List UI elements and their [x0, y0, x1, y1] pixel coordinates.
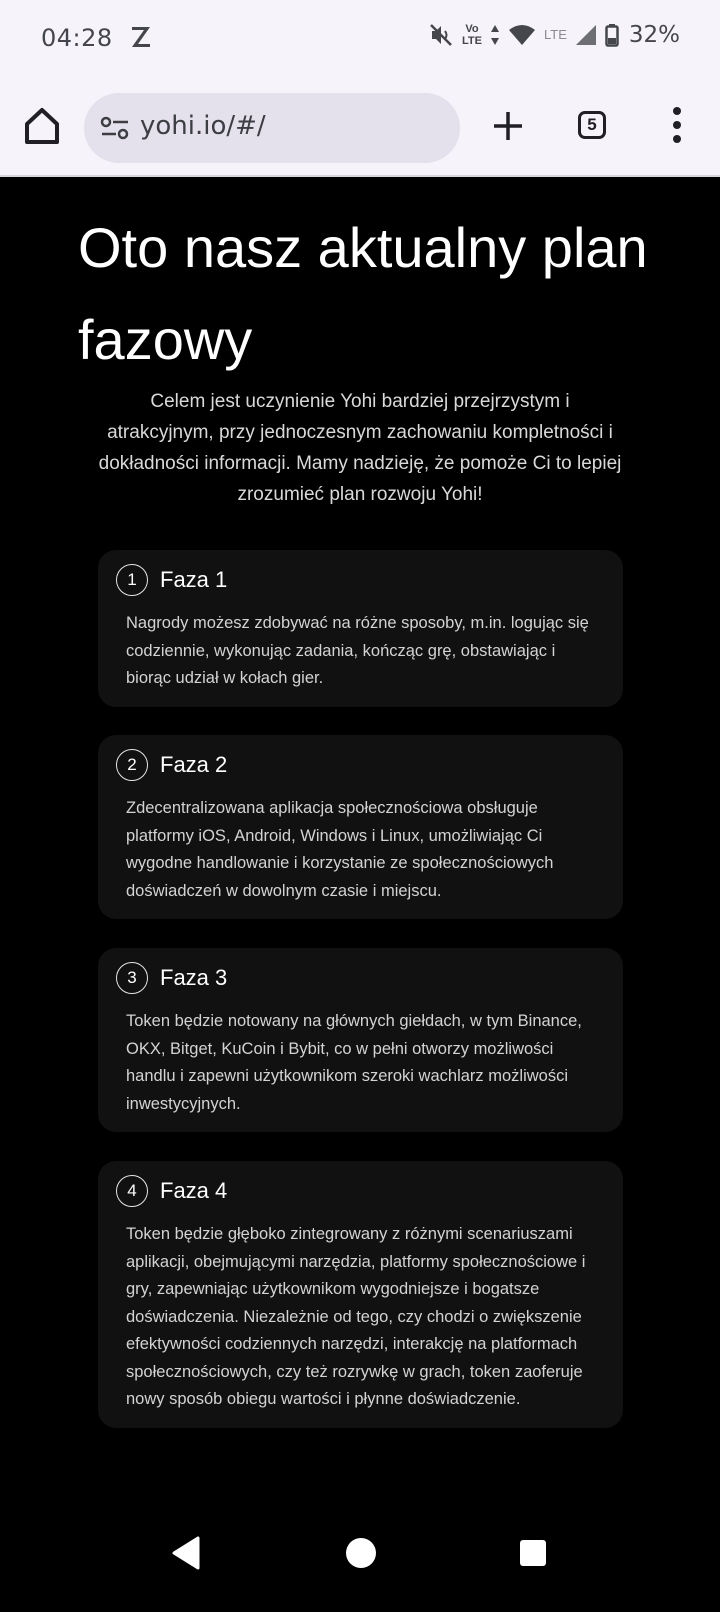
signal-icon — [575, 23, 597, 47]
phase-card-4 — [98, 1161, 623, 1428]
phase-description: Nagrody możesz zdobywać na różne sposoby, m.in. logując się codziennie, wykonując zadania, kończąc grę, obstawiając i biorąc udział w kołach gier. — [126, 614, 589, 687]
phase-card-1 — [98, 550, 623, 707]
url-text[interactable]: yohi.io/#/ — [140, 111, 266, 141]
mute-icon — [428, 22, 454, 48]
phase-description: Token będzie głęboko zintegrowany z różnymi scenariuszami aplikacji, obejmującymi narzędzia, platformy społecznościowe i gry, zapewniając użytkownikom wygodniejsze i bogatsze doświadczenia. Niezależnie od tego, czy chodzi o zwiększenie efektywności codziennych narzędzi, interakcję na platformach społecznościowych, czy też rozrywkę w grach, token zaoferuje nowy sposób obiegu wartości i płynne doświadczenie. — [126, 1225, 586, 1408]
back-icon[interactable] — [171, 1536, 201, 1570]
recents-icon[interactable] — [520, 1540, 546, 1566]
toolbar-divider — [0, 175, 720, 177]
tab-count: 5 — [587, 115, 597, 134]
volte-lte-label: LTE — [462, 35, 482, 47]
new-tab-icon[interactable] — [488, 106, 528, 146]
lte-label: LTE — [543, 27, 567, 42]
app-notification-icon — [130, 24, 152, 50]
url-bar[interactable] — [84, 93, 460, 163]
status-bar — [0, 0, 720, 78]
home-nav-icon[interactable] — [346, 1538, 376, 1568]
phase-description: Zdecentralizowana aplikacja społecznościowa obsługuje platformy iOS, Android, Windows i Linux, umożliwiając Ci wygodne handlowanie i korzystanie ze społecznościowych doświadczeń w dowolnym czasie i miejscu. — [126, 799, 554, 900]
phase-card-3 — [98, 948, 623, 1132]
status-time: 04:28 — [41, 24, 113, 52]
phase-number-badge: 2 — [116, 749, 148, 781]
phase-number-badge: 3 — [116, 962, 148, 994]
phase-description: Token będzie notowany na głównych giełdach, w tym Binance, OKX, Bitget, KuCoin i Bybit, co w pełni otworzy możliwości handlu i zapewni użytkownikom szeroki wachlarz możliwości inwestycyjnych. — [126, 1012, 582, 1113]
browser-toolbar — [0, 78, 720, 176]
battery-percentage: 32% — [628, 22, 680, 48]
volte-indicator — [462, 23, 482, 47]
phase-number-badge: 1 — [116, 564, 148, 596]
phase-title: Faza 3 — [160, 965, 228, 990]
volte-label: Vo — [465, 23, 479, 35]
phase-number-badge: 4 — [116, 1175, 148, 1207]
system-navigation-bar — [0, 1520, 720, 1612]
phase-card-2 — [98, 735, 623, 919]
home-icon[interactable] — [22, 104, 62, 148]
data-arrows-icon — [490, 23, 500, 47]
more-options-icon[interactable] — [665, 105, 689, 145]
intro-text: Celem jest uczynienie Yohi bardziej przejrzystym i atrakcyjnym, przy jednoczesnym zachowaniu kompletności i dokładności informacji. Mamy nadzieję, że pomoże Ci to lepiej zrozumieć plan rozwoju Yohi! — [98, 391, 622, 505]
phase-title: Faza 4 — [160, 1178, 228, 1203]
page-title: Oto nasz aktualny plan fazowy — [78, 216, 648, 371]
battery-icon — [605, 23, 619, 47]
wifi-icon — [508, 23, 536, 47]
phase-title: Faza 2 — [160, 752, 228, 777]
phase-title: Faza 1 — [160, 567, 228, 592]
tab-switcher-button[interactable] — [578, 111, 606, 139]
site-settings-icon[interactable] — [100, 115, 130, 141]
